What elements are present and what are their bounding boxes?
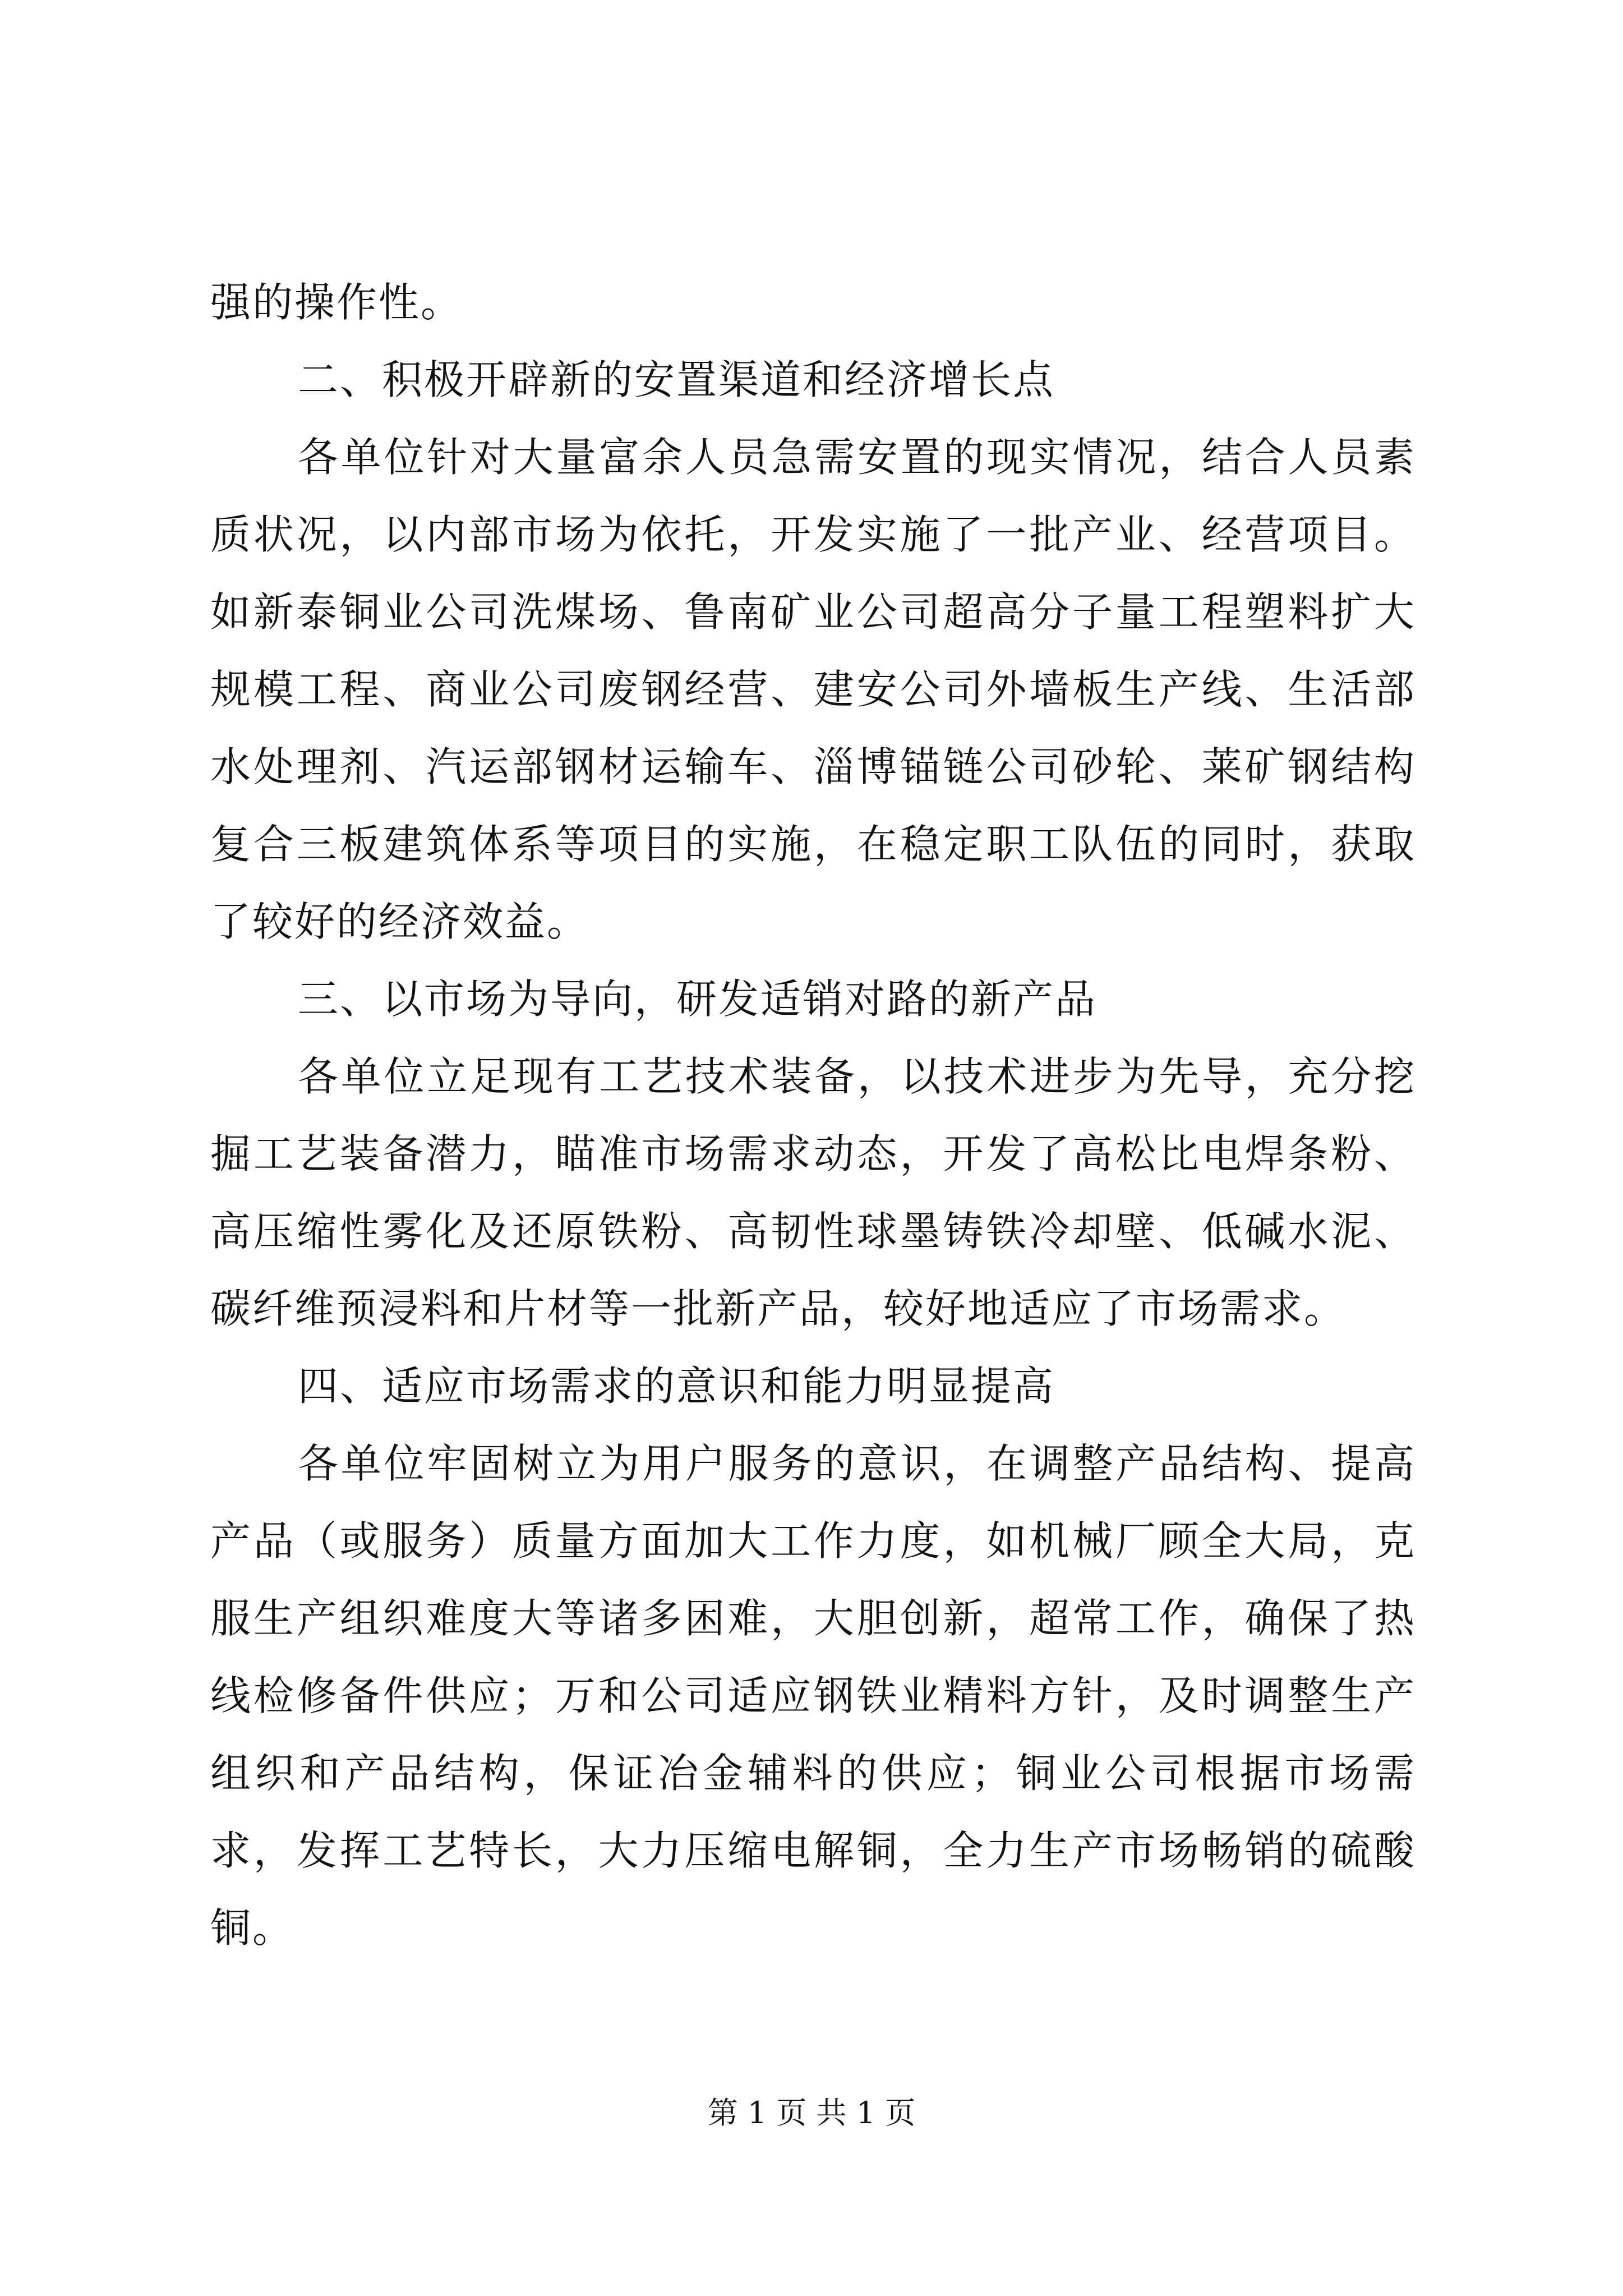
section-heading-4: 四、适应市场需求的意识和能力明显提高 bbox=[298, 1363, 1055, 1410]
paragraph-continuation: 强的操作性。 bbox=[210, 279, 463, 326]
paragraph-section-4: 各单位牢固树立为用户服务的意识，在调整产品结构、提高产品（或服务）质量方面加大工作力度，如机械厂顾全大局，克服生产组织难度大等诸多困难，大胆创新，超常工作，确保了热线检修备件供应；万和公司适应钢铁业精料方针，及时调整生产组织和产品结构，保证冶金辅料的供应；铜业公司根据市场需求，发挥工艺特长，大力压缩电解铜，全力生产市场畅销的硫酸铜。 bbox=[210, 1440, 1416, 1952]
document-body bbox=[210, 264, 1416, 1967]
page-number: 第 1 页 共 1 页 bbox=[707, 2095, 916, 2131]
paragraph-section-2: 各单位针对大量富余人员急需安置的现实情况，结合人员素质状况，以内部市场为依托，开发实施了一批产业、经营项目。如新泰铜业公司洗煤场、鲁南矿业公司超高分子量工程塑料扩大规模工程、商业公司废钢经营、建安公司外墙板生产线、生活部水处理剂、汽运部钢材运输车、淄博锚链公司砂轮、莱矿钢结构复合三板建筑体系等项目的实施，在稳定职工队伍的同时，获取了较好的经济效益。 bbox=[210, 434, 1416, 945]
section-heading-2: 二、积极开辟新的安置渠道和经济增长点 bbox=[298, 356, 1055, 403]
paragraph-section-3: 各单位立足现有工艺技术装备，以技术进步为先导，充分挖掘工艺装备潜力，瞄准市场需求动态，开发了高松比电焊条粉、高压缩性雾化及还原铁粉、高韧性球墨铸铁冷却壁、低碱水泥、碳纤维预浸料和片材等一批新产品，较好地适应了市场需求。 bbox=[210, 1053, 1416, 1332]
page-footer bbox=[0, 2093, 1623, 2133]
section-heading-3: 三、以市场为导向，研发适销对路的新产品 bbox=[298, 976, 1098, 1023]
